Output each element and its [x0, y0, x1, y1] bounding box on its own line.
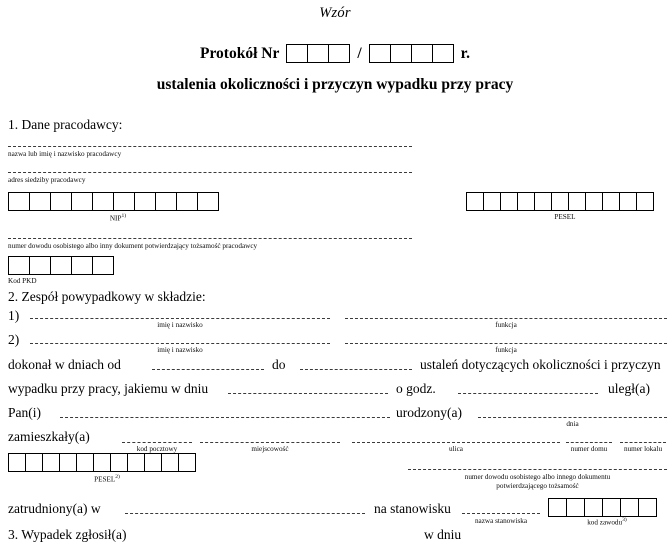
- comb-cell[interactable]: [390, 44, 412, 63]
- team-member-2-role-caption: funkcja: [495, 346, 517, 354]
- comb-cell[interactable]: [92, 256, 114, 275]
- victim-employer-input[interactable]: [125, 513, 365, 514]
- victim-birth-label: urodzony(a): [396, 405, 462, 420]
- comb-cell[interactable]: [534, 192, 552, 211]
- comb-cell[interactable]: [328, 44, 350, 63]
- victim-name-input[interactable]: [60, 417, 390, 418]
- victim-position-caption: nazwa stanowiska: [474, 517, 528, 525]
- accident-hour-label: o godz.: [396, 381, 436, 396]
- victim-pesel-boxes[interactable]: [8, 453, 196, 472]
- protocol-number-label: Protokół Nr: [199, 44, 280, 62]
- comb-cell[interactable]: [500, 192, 518, 211]
- accident-date-input[interactable]: [228, 393, 388, 394]
- victim-residence-label: zamieszkały(a): [8, 429, 90, 444]
- employer-id-document-input[interactable]: [8, 238, 412, 239]
- comb-cell[interactable]: [155, 192, 177, 211]
- victim-pesel-caption: [8, 474, 206, 484]
- comb-cell[interactable]: [59, 453, 77, 472]
- victim-id-document-caption-line-2: potwierdzającego tożsamość: [496, 482, 579, 490]
- comb-cell[interactable]: [42, 453, 60, 472]
- team-member-1-role-input[interactable]: [345, 318, 667, 319]
- employer-pesel-caption: PESEL: [554, 213, 576, 221]
- victim-city-input[interactable]: [200, 442, 340, 443]
- comb-cell[interactable]: [71, 192, 93, 211]
- comb-cell[interactable]: [619, 192, 637, 211]
- occupation-code-boxes[interactable]: [548, 498, 657, 517]
- comb-cell[interactable]: [466, 192, 484, 211]
- employer-name-caption: nazwa lub imię i nazwisko pracodawcy: [8, 150, 122, 158]
- section1-heading: 1. Dane pracodawcy:: [8, 117, 123, 132]
- victim-city-caption: miejscowość: [251, 445, 289, 453]
- comb-cell[interactable]: [8, 256, 30, 275]
- comb-cell[interactable]: [50, 192, 72, 211]
- victim-postal-code-input[interactable]: [122, 442, 192, 443]
- nip-boxes[interactable]: [8, 192, 219, 211]
- comb-cell[interactable]: [369, 44, 391, 63]
- protocol-number-boxes[interactable]: [286, 44, 350, 63]
- nip-footnote-marker: 1): [121, 213, 127, 219]
- comb-cell[interactable]: [620, 498, 639, 517]
- comb-cell[interactable]: [411, 44, 433, 63]
- inspection-dates-to-label: do: [272, 357, 286, 372]
- watermark-label: Wzór: [319, 5, 351, 21]
- team-member-2-role-input[interactable]: [345, 343, 667, 344]
- comb-cell[interactable]: [8, 453, 26, 472]
- section3-heading: 3. Wypadek zgłosił(a): [8, 527, 127, 542]
- victim-postal-code-caption: kod pocztowy: [136, 445, 178, 453]
- team-member-2-name-input[interactable]: [30, 343, 330, 344]
- victim-house-number-input[interactable]: [566, 442, 612, 443]
- occupation-code-caption: [548, 517, 666, 527]
- victim-name-label: Pan(i): [8, 405, 41, 420]
- protocol-number-separator: /: [357, 44, 362, 62]
- comb-cell[interactable]: [144, 453, 162, 472]
- victim-house-number-caption: numer domu: [570, 445, 608, 453]
- comb-cell[interactable]: [568, 192, 586, 211]
- team-member-2-name-caption: imię i nazwisko: [157, 346, 203, 354]
- comb-cell[interactable]: [134, 192, 156, 211]
- comb-cell[interactable]: [25, 453, 43, 472]
- comb-cell[interactable]: [517, 192, 535, 211]
- victim-position-input[interactable]: [462, 513, 540, 514]
- employer-id-document-caption: numer dowodu osobistego albo inny dokument potwierdzający tożsamość pracodawcy: [8, 242, 258, 250]
- victim-birth-date-caption: dnia: [566, 420, 579, 428]
- team-member-1-name-input[interactable]: [30, 318, 330, 319]
- team-member-1-name-caption: imię i nazwisko: [157, 321, 203, 329]
- victim-employer-label: zatrudniony(a) w: [8, 501, 101, 516]
- comb-cell[interactable]: [551, 192, 569, 211]
- victim-birth-date-input[interactable]: [478, 417, 667, 418]
- team-member-1-role-caption: funkcja: [495, 321, 517, 329]
- comb-cell[interactable]: [29, 192, 51, 211]
- comb-cell[interactable]: [110, 453, 128, 472]
- victim-pesel-caption-text: PESEL: [94, 475, 116, 484]
- comb-cell[interactable]: [566, 498, 585, 517]
- protocol-year-boxes[interactable]: [369, 44, 454, 63]
- accident-victim-suffix-label: uległ(a): [608, 381, 650, 396]
- comb-cell[interactable]: [602, 498, 621, 517]
- document-subtitle: ustalenia okoliczności i przyczyn wypadku przy pracy: [156, 76, 514, 93]
- comb-cell[interactable]: [602, 192, 620, 211]
- occupation-code-caption-text: kod zawodu: [587, 518, 623, 527]
- victim-flat-number-input[interactable]: [620, 442, 666, 443]
- comb-cell[interactable]: [638, 498, 657, 517]
- accident-date-label: wypadku przy pracy, jakiemu w dniu: [8, 381, 209, 396]
- comb-cell[interactable]: [307, 44, 329, 63]
- comb-cell[interactable]: [8, 192, 30, 211]
- employer-name-input[interactable]: [8, 146, 412, 147]
- nip-caption: [8, 213, 228, 223]
- comb-cell[interactable]: [92, 192, 114, 211]
- pkd-caption: Kod PKD: [8, 277, 37, 285]
- team-member-2-marker: 2): [8, 332, 20, 347]
- employer-pesel-boxes[interactable]: [466, 192, 654, 211]
- victim-id-document-caption-line-1: numer dowodu osobistego albo innego dokumentu: [464, 473, 611, 481]
- pkd-code-boxes[interactable]: [8, 256, 114, 275]
- comb-cell[interactable]: [113, 192, 135, 211]
- comb-cell[interactable]: [127, 453, 145, 472]
- comb-cell[interactable]: [93, 453, 111, 472]
- victim-pesel-footnote-marker: 2): [115, 474, 120, 480]
- inspection-dates-from-label: dokonał w dniach od: [8, 357, 121, 372]
- comb-cell[interactable]: [483, 192, 501, 211]
- comb-cell[interactable]: [197, 192, 219, 211]
- comb-cell[interactable]: [176, 192, 198, 211]
- inspection-date-from-input[interactable]: [152, 369, 264, 370]
- protocol-year-suffix: r.: [460, 44, 470, 62]
- comb-cell[interactable]: [71, 256, 93, 275]
- victim-street-input[interactable]: [352, 442, 560, 443]
- comb-cell[interactable]: [76, 453, 94, 472]
- employer-address-input[interactable]: [8, 172, 412, 173]
- comb-cell[interactable]: [286, 44, 308, 63]
- inspection-dates-tail-label: ustaleń dotyczących okoliczności i przyczyn: [420, 357, 661, 372]
- nip-caption-text: NIP: [109, 214, 122, 223]
- section3-date-label: w dniu: [424, 527, 462, 542]
- comb-cell[interactable]: [29, 256, 51, 275]
- comb-cell[interactable]: [178, 453, 196, 472]
- victim-flat-number-caption: numer lokalu: [623, 445, 663, 453]
- comb-cell[interactable]: [432, 44, 454, 63]
- comb-cell[interactable]: [548, 498, 567, 517]
- inspection-date-to-input[interactable]: [300, 369, 412, 370]
- team-member-1-marker: 1): [8, 308, 20, 323]
- comb-cell[interactable]: [161, 453, 179, 472]
- victim-position-label: na stanowisku: [374, 501, 451, 516]
- accident-hour-input[interactable]: [458, 393, 598, 394]
- section2-heading: 2. Zespół powypadkowy w składzie:: [8, 289, 206, 304]
- employer-address-caption: adres siedziby pracodawcy: [8, 176, 86, 184]
- comb-cell[interactable]: [584, 498, 603, 517]
- victim-id-document-input[interactable]: [408, 469, 667, 470]
- occupation-code-footnote-marker: 3): [622, 517, 627, 523]
- comb-cell[interactable]: [585, 192, 603, 211]
- document-title-line-1: [0, 44, 670, 63]
- victim-street-caption: ulica: [449, 445, 463, 453]
- comb-cell[interactable]: [50, 256, 72, 275]
- comb-cell[interactable]: [636, 192, 654, 211]
